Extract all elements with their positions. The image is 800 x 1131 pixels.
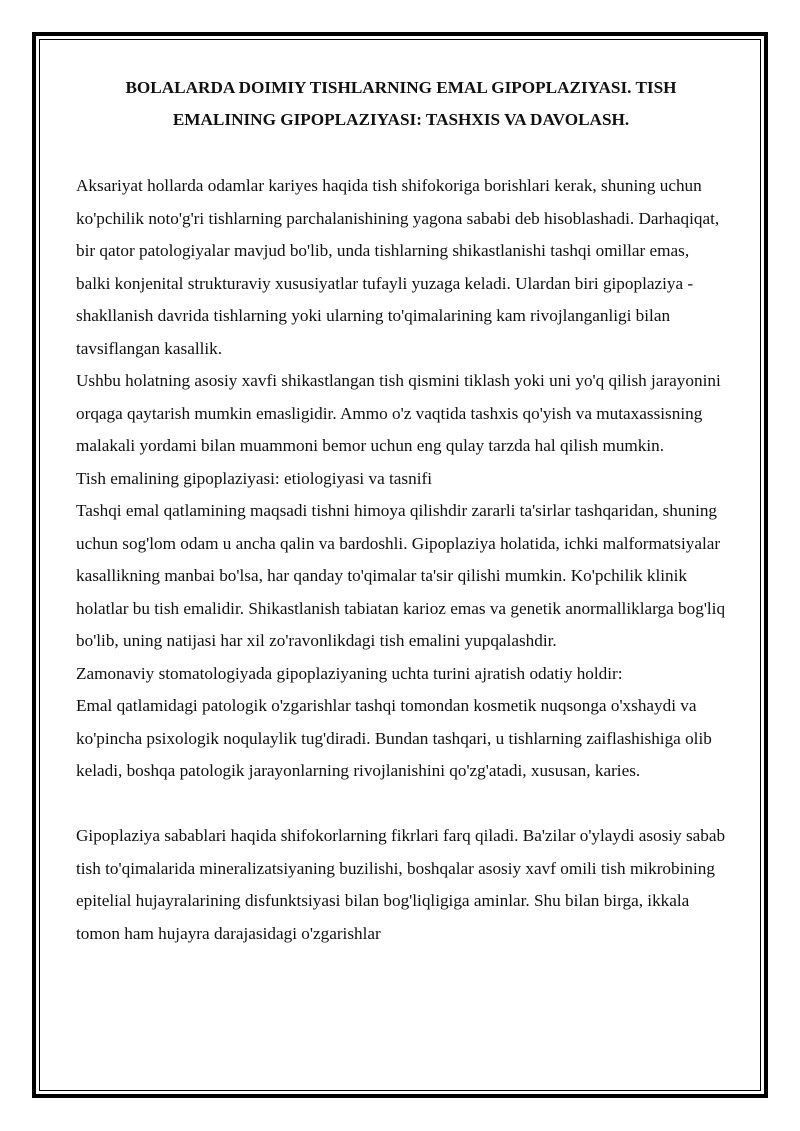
section-heading-etiology: Tish emalining gipoplaziyasi: etiologiyasi va tasnifi	[76, 468, 432, 488]
paragraph-spacer	[76, 788, 726, 821]
paragraph-causes: Gipoplaziya sabablari haqida shifokorlarning fikrlari farq qiladi. Ba'zilar o'ylaydi asosiy sabab tish to'qimalarida mineralizatsiyaning buzilishi, boshqalar asosiy xavf omili tish mikrobining epitelial hujayralarining disfunktsiyasi bilan bog'liqligiga aminlar. Shu bilan birga, ikkala tomon ham hujayra darajasidagi o'zgarishlar	[76, 826, 726, 943]
document-content	[76, 72, 726, 950]
paragraph-enamel-layer: Tashqi emal qatlamining maqsadi tishni himoya qilishdir zararli ta'sirlar tashqaridan, shuning uchun sog'lom odam u ancha qalin va bardoshli. Gipoplaziya holatida, ichki malformatsiyalar kasallikning manbai bo'lsa, har qanday to'qimalar ta'sir qilishi mumkin. Ko'pchilik klinik holatlar bu tish emalidir. Shikastlanish tabiatan karioz emas va genetik anormalliklarga bog'liq bo'lib, uning natijasi har xil zo'ravonlikdagi tish emalini yupqalashdir.	[76, 501, 726, 650]
paragraph-pathological-changes: Emal qatlamidagi patologik o'zgarishlar tashqi tomondan kosmetik nuqsonga o'xshaydi va ko'pincha psixologik noqulaylik tug'diradi. Bundan tashqari, u tishlarning zaiflashishiga olib keladi, boshqa patologik jarayonlarning rivojlanishini qo'zg'atadi, xususan, karies.	[76, 696, 712, 780]
paragraph-intro: Aksariyat hollarda odamlar kariyes haqida tish shifokoriga borishlari kerak, shuning uchun ko'pchilik noto'g'ri tishlarning parchalanishining yagona sababi deb hisoblashadi. Darhaqiqat, bir qator patologiyalar mavjud bo'lib, unda tishlarning shikastlanishi tashqi omillar emas, balki konjenital strukturaviy xususiyatlar tufayli yuzaga keladi. Ulardan biri gipoplaziya - shakllanish davrida tishlarning yoki ularning to'qimalarining kam rivojlanganligi bilan tavsiflangan kasallik.	[76, 176, 720, 358]
document-body	[76, 170, 726, 950]
paragraph-three-types: Zamonaviy stomatologiyada gipoplaziyaning uchta turini ajratish odatiy holdir:	[76, 663, 623, 683]
paragraph-main-risk: Ushbu holatning asosiy xavfi shikastlangan tish qismini tiklash yoki uni yo'q qilish jarayonini orqaga qaytarish mumkin emasligidir. Ammo o'z vaqtida tashxis qo'yish va mutaxassisning malakali yordami bilan muammoni bemor uchun eng qulay tarzda hal qilish mumkin.	[76, 371, 721, 455]
document-title: BOLALARDA DOIMIY TISHLARNING EMAL GIPOPLAZIYASI. TISH EMALINING GIPOPLAZIYASI: TASHXIS VA DAVOLASH.	[125, 78, 677, 129]
